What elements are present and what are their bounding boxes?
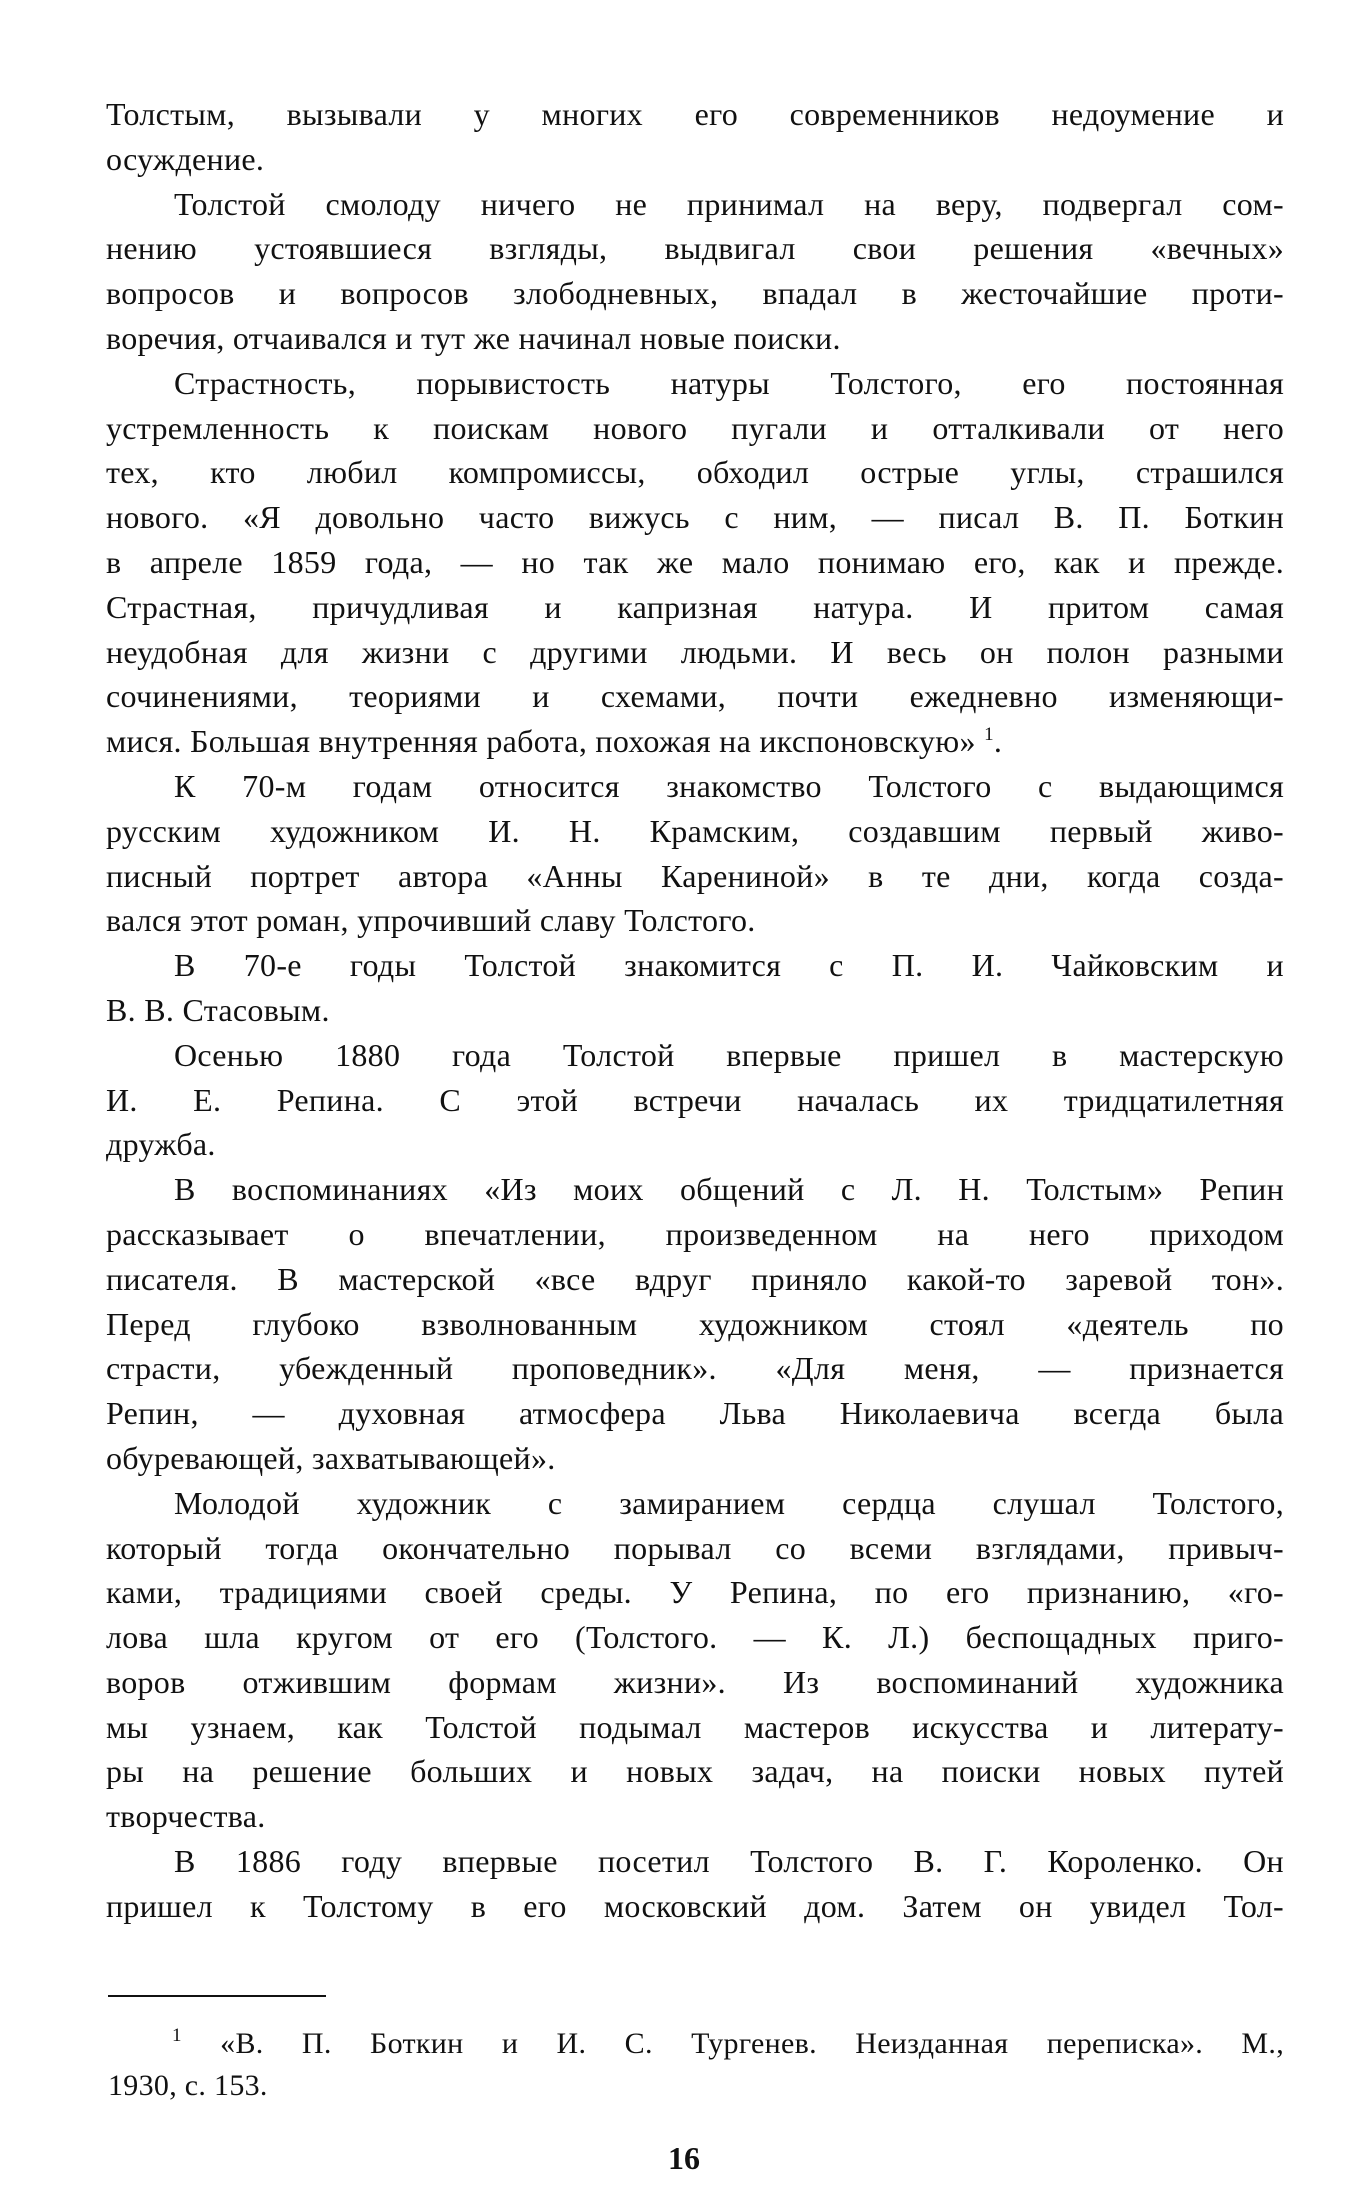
text-line: нового. «Я довольно часто вижусь с ним, — писал В. П. Боткин (106, 499, 1284, 536)
text-line: воров отжившим формам жизни». Из воспоминаний художника (106, 1663, 1284, 1700)
text-line: Перед глубоко взволнованным художником стоял «деятель по (106, 1305, 1284, 1342)
text-line: ры на решение больших и новых задач, на поиски новых путей (106, 1753, 1284, 1790)
text-line: обуревающей, захватывающей». (106, 1439, 556, 1476)
text-line: в апреле 1859 года, — но так же мало понимаю его, как и прежде. (106, 543, 1284, 580)
text-line-content: мися. Большая внутренняя работа, похожая на икспоновскую» (106, 723, 976, 760)
footnote-line: 1930, с. 153. (108, 2069, 268, 2102)
text-line: воречия, отчаивался и тут же начинал новые поиски. (106, 319, 841, 356)
text-line: русским художником И. Н. Крамским, создавшим первый живо- (106, 812, 1284, 849)
text-line: ками, традициями своей среды. У Репина, по его признанию, «го- (106, 1574, 1284, 1611)
text-line: В воспоминаниях «Из моих общений с Л. Н. Толстым» Репин (174, 1171, 1284, 1208)
text-line: писный портрет автора «Анны Карениной» в те дни, когда созда- (106, 857, 1284, 894)
text-line: дружба. (106, 1126, 216, 1163)
text-line: осуждение. (106, 140, 265, 177)
text-line: рассказывает о впечатлении, произведенном на него приходом (106, 1215, 1284, 1252)
text-line: нению устоявшиеся взгляды, выдвигал свои решения «вечных» (106, 230, 1284, 267)
footnote-reference: 1 (984, 724, 994, 746)
text-line: вопросов и вопросов злободневных, впадал в жесточайшие проти- (106, 275, 1284, 312)
text-line: устремленность к поискам нового пугали и отталкивали от него (106, 409, 1284, 446)
footnote-divider (108, 1995, 326, 1997)
footnote-marker: 1 (172, 2025, 182, 2046)
footnote-text: «В. П. Боткин и И. С. Тургенев. Неизданная переписка». М., (220, 2027, 1284, 2060)
text-line: страсти, убежденный проповедник». «Для меня, — признается (106, 1350, 1284, 1387)
text-line: сочинениями, теориями и схемами, почти ежедневно изменяющи- (106, 678, 1284, 715)
text-line (106, 719, 1284, 764)
text-line: вался этот роман, упрочивший славу Толстого. (106, 902, 756, 939)
text-line: Страстная, причудливая и капризная натура. И притом самая (106, 588, 1284, 625)
text-line: Репин, — духовная атмосфера Льва Николаевича всегда была (106, 1395, 1284, 1432)
text-line: лова шла кругом от его (Толстого. — К. Л.) беспощадных приго- (106, 1619, 1284, 1656)
text-line: Толстой смолоду ничего не принимал на веру, подвергал сом- (174, 185, 1284, 222)
text-line: который тогда окончательно порывал со всеми взглядами, привыч- (106, 1529, 1284, 1566)
main-text (106, 92, 1284, 1929)
text-line: В 1886 году впервые посетил Толстого В. Г. Короленко. Он (174, 1843, 1284, 1880)
text-line: Толстым, вызывали у многих его современников недоумение и (106, 96, 1284, 132)
text-line: писателя. В мастерской «все вдруг приняло какой-то заревой тон». (106, 1260, 1284, 1297)
footnote (108, 2023, 1284, 2107)
text-line: тех, кто любил компромиссы, обходил острые углы, страшился (106, 454, 1284, 491)
text-line: неудобная для жизни с другими людьми. И весь он полон разными (106, 633, 1284, 670)
text-line: мы узнаем, как Толстой подымал мастеров искусства и литерату- (106, 1708, 1284, 1745)
text-line: И. Е. Репина. С этой встречи началась их тридцатилетняя (106, 1081, 1284, 1118)
text-line: В 70-е годы Толстой знакомится с П. И. Чайковским и (174, 947, 1284, 984)
text-line: Осенью 1880 года Толстой впервые пришел в мастерскую (174, 1036, 1284, 1073)
text-line: Страстность, порывистость натуры Толстого, его постоянная (174, 364, 1284, 401)
page-number: 16 (668, 2140, 700, 2176)
footnote-line (108, 2023, 1284, 2065)
text-line: пришел к Толстому в его московский дом. Затем он увидел Тол- (106, 1887, 1284, 1924)
footnote-reference-period: . (993, 723, 1003, 760)
text-line: Молодой художник с замиранием сердца слушал Толстого, (174, 1484, 1284, 1521)
text-line: К 70-м годам относится знакомство Толстого с выдающимся (174, 767, 1284, 804)
text-line: творчества. (106, 1798, 266, 1835)
text-line: В. В. Стасовым. (106, 991, 330, 1028)
